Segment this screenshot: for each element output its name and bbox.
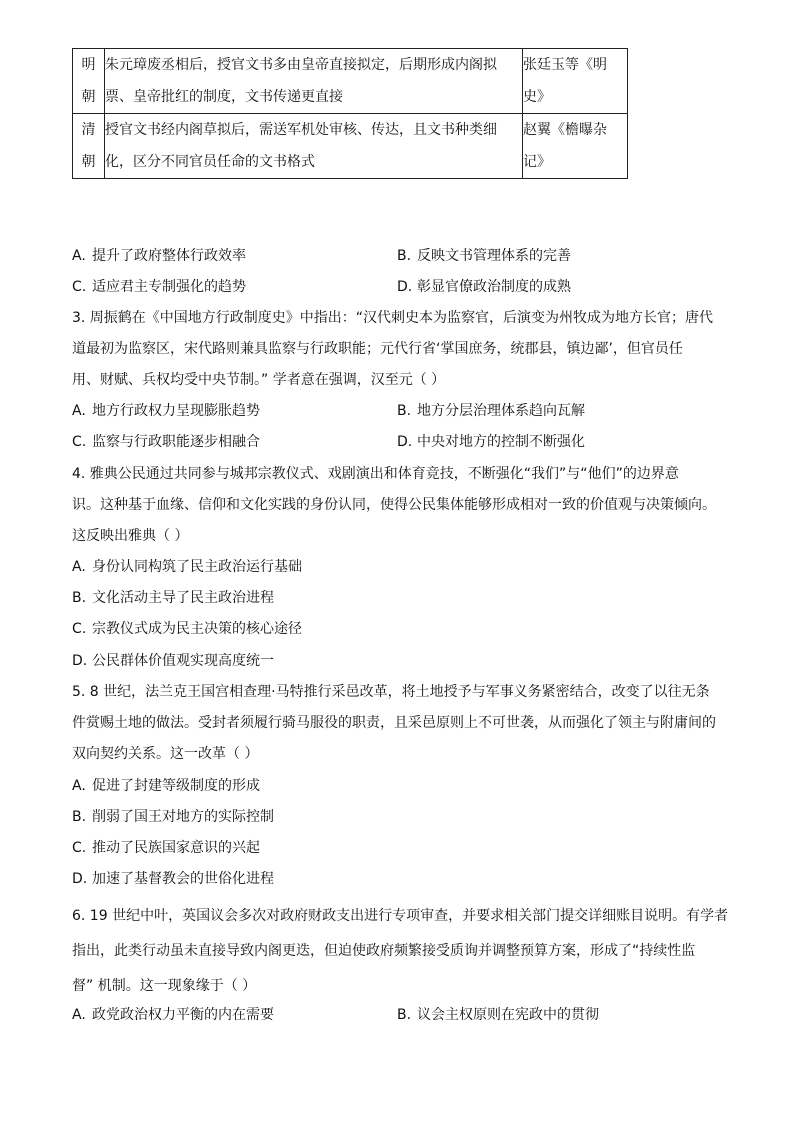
stem-line: 3. 周振鹤在《中国地方行政制度史》中指出：“汉代刺史本为监察官，后演变为州牧成为地方长官；唐代 [72,310,714,326]
option-a[interactable] [72,1004,274,1026]
stem-line: 督” 机制。这一现象缘于（ ） [72,978,257,994]
option-key: A. [72,403,86,419]
option-b[interactable] [72,806,274,828]
option-text: 中央对地方的控制不断强化 [417,434,585,450]
option-d[interactable] [72,868,274,890]
option-key: A. [72,559,86,575]
option-text: 加速了基督教会的世俗化进程 [92,871,274,887]
option-text: 公民群体价值观实现高度统一 [92,653,274,669]
option-key: B. [397,403,412,419]
option-key: D. [397,434,413,450]
option-d[interactable] [72,650,274,672]
option-c[interactable] [72,618,302,640]
option-text: 适应君主专制强化的趋势 [92,279,246,295]
dynasty-cell [73,49,105,114]
option-c[interactable] [72,837,260,859]
option-key: D. [72,653,88,669]
option-text: 地方行政权力呈现膨胀趋势 [92,403,260,419]
option-key: B. [397,1007,412,1023]
option-c[interactable] [72,431,260,453]
question-4-stem [72,459,722,552]
stem-line: 件赏赐土地的做法。受封者须履行骑马服役的职责，且采邑原则上不可世袭，从而强化了领主与附庸间的 [72,715,716,731]
dynasty-char: 明 [81,57,96,73]
option-text: 政党政治权力平衡的内在需要 [92,1007,274,1023]
question-5-stem [72,677,722,770]
option-c[interactable] [72,276,246,298]
stem-line: 道最初为监察区，宋代路则兼具监察与行政职能；元代行省‘掌国庶务，统郡县，镇边鄙’，但官员任 [72,341,683,357]
option-text: 促进了封建等级制度的形成 [92,778,260,794]
option-a[interactable] [72,556,302,578]
question-6-stem [72,899,729,1004]
stem-line: 识。这种基于血缘、信仰和文化实践的身份认同，使得公民集体能够形成相对一致的价值观与决策倾向。 [72,497,716,513]
option-key: C. [72,621,87,637]
option-b[interactable] [72,587,274,609]
question-3-stem [72,303,722,396]
option-key: B. [72,590,87,606]
option-key: D. [397,279,413,295]
option-text: 地方分层治理体系趋向瓦解 [417,403,585,419]
option-text: 宗教仪式成为民主决策的核心途径 [92,621,302,637]
dynasty-char: 朝 [81,89,96,105]
option-b[interactable] [397,1004,599,1026]
option-key: A. [72,1007,86,1023]
dynasty-cell [73,114,105,179]
description-cell: 朱元璋废丞相后，授官文书多由皇帝直接拟定，后期形成内阁拟票、皇帝批红的制度，文书传递更直接 [105,49,523,114]
stem-line: 这反映出雅典（ ） [72,528,189,544]
option-text: 削弱了国王对地方的实际控制 [92,809,274,825]
stem-line: 4. 雅典公民通过共同参与城邦宗教仪式、戏剧演出和体育竞技，不断强化“我们”与“他们”的边界意 [72,466,679,482]
stem-line: 双向契约关系。这一改革（ ） [72,746,259,762]
source-cell: 赵翼《檐曝杂记》 [523,114,628,179]
table-row [73,114,628,179]
stem-line: 5. 8 世纪，法兰克王国宫相查理·马特推行采邑改革，将土地授予与军事义务紧密结合，改变了以往无条 [72,684,710,700]
option-text: 彰显官僚政治制度的成熟 [417,279,571,295]
option-d[interactable] [397,431,585,453]
option-text: 反映文书管理体系的完善 [417,248,571,264]
option-key: D. [72,871,88,887]
stem-line: 用、财赋、兵权均受中央节制。” 学者意在强调，汉至元（ ） [72,372,446,388]
option-text: 监察与行政职能逐步相融合 [92,434,260,450]
option-text: 议会主权原则在宪政中的贯彻 [417,1007,599,1023]
option-text: 推动了民族国家意识的兴起 [92,840,260,856]
option-key: B. [72,809,87,825]
option-text: 身份认同构筑了民主政治运行基础 [92,559,302,575]
stem-line: 6. 19 世纪中叶，英国议会多次对政府财政支出进行专项审查，并要求相关部门提交详细账目说明。有学者 [72,908,729,924]
option-a[interactable] [72,245,246,267]
option-key: C. [72,434,87,450]
dynasty-char: 朝 [81,154,96,170]
option-b[interactable] [397,400,585,422]
option-b[interactable] [397,245,571,267]
option-text: 文化活动主导了民主政治进程 [92,590,274,606]
option-a[interactable] [72,400,260,422]
source-cell: 张廷玉等《明史》 [523,49,628,114]
option-text: 提升了政府整体行政效率 [92,248,246,264]
option-key: C. [72,279,87,295]
table-row [73,49,628,114]
description-cell: 授官文书经内阁草拟后，需送军机处审核、传达，且文书种类细化，区分不同官员任命的文书格式 [105,114,523,179]
option-key: B. [397,248,412,264]
dynasty-char: 清 [81,122,96,138]
option-d[interactable] [397,276,571,298]
option-key: A. [72,248,86,264]
history-table [72,48,628,179]
option-key: A. [72,778,86,794]
option-key: C. [72,840,87,856]
stem-line: 指出，此类行动虽未直接导致内阁更迭，但迫使政府频繁接受质询并调整预算方案，形成了“持续性监 [72,943,696,959]
option-a[interactable] [72,775,260,797]
